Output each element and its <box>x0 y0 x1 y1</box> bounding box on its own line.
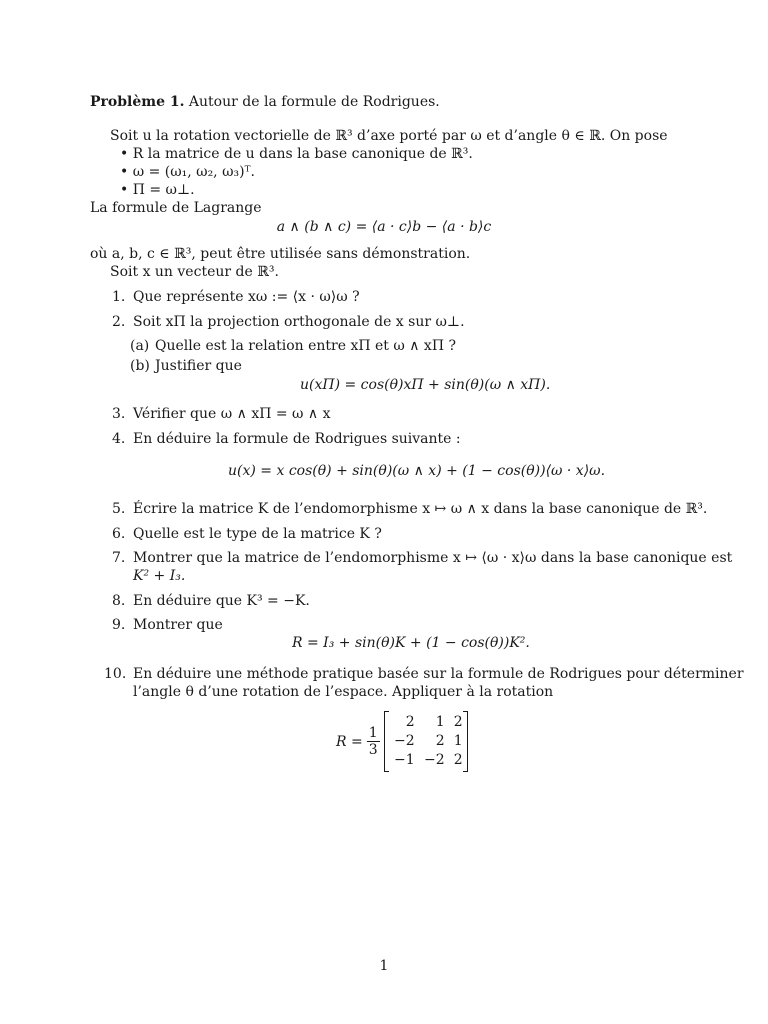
rotation-matrix <box>336 712 468 771</box>
matrix-cell: 2 <box>453 714 463 730</box>
question-text: Écrire la matrice K de l’endomorphisme x ↦ ω ∧ x dans la base canonique de ℝ³. <box>133 501 708 517</box>
question-text: Quelle est le type de la matrice K ? <box>133 526 382 542</box>
question-number: 1. <box>112 289 126 305</box>
formula-rodrigues: u(x) = x cos(θ) + sin(θ)(ω ∧ x) + (1 − cos(θ))⟨ω · x⟩ω. <box>228 463 606 479</box>
matrix-entries <box>384 712 468 771</box>
question-continuation: l’angle θ d’une rotation de l’espace. Appliquer à la rotation <box>133 684 554 700</box>
matrix-cell: 2 <box>405 714 415 730</box>
subquestion-label: (a) <box>130 338 150 354</box>
question-number: 5. <box>112 501 126 517</box>
fraction-denominator: 3 <box>368 742 378 758</box>
lagrange-note: où a, b, c ∈ ℝ³, peut être utilisée sans démonstration. <box>90 246 471 262</box>
matrix-cell: 1 <box>453 733 463 749</box>
question-text: Vérifier que ω ∧ xΠ = ω ∧ x <box>133 406 331 422</box>
lagrange-label: La formule de Lagrange <box>90 200 262 216</box>
question-number: 3. <box>112 406 126 422</box>
formula-projection: u(xΠ) = cos(θ)xΠ + sin(θ)(ω ∧ xΠ). <box>300 377 551 393</box>
question-text: En déduire que K³ = −K. <box>133 593 310 609</box>
subquestion-text: Justifier que <box>155 358 242 374</box>
bullet-item: • Π = ω⊥. <box>120 182 195 198</box>
bullet-item: • R la matrice de u dans la base canonique de ℝ³. <box>120 146 473 162</box>
question-number: 9. <box>112 617 126 633</box>
vector-line: Soit x un vecteur de ℝ³. <box>110 264 279 280</box>
lagrange-formula: a ∧ (b ∧ c) = ⟨a · c⟩b − ⟨a · b⟩c <box>276 219 492 235</box>
matrix-cell: 2 <box>435 733 445 749</box>
question-number: 8. <box>112 593 126 609</box>
subquestion-text: Quelle est la relation entre xΠ et ω ∧ xΠ ? <box>155 338 456 354</box>
question-text: Montrer que <box>133 617 223 633</box>
subquestion-label: (b) <box>130 358 150 374</box>
question-number: 2. <box>112 314 126 330</box>
question-number: 10. <box>104 666 127 682</box>
question-text: Soit xΠ la projection orthogonale de x sur ω⊥. <box>133 314 465 330</box>
problem-header <box>90 93 440 111</box>
question-text: En déduire une méthode pratique basée sur la formule de Rodrigues pour déterminer <box>133 666 744 682</box>
formula-matrix-r: R = I₃ + sin(θ)K + (1 − cos(θ))K². <box>292 635 530 651</box>
matrix-cell: −2 <box>394 733 415 749</box>
bullet-item: • ω = (ω₁, ω₂, ω₃)ᵀ. <box>120 164 255 180</box>
question-number: 6. <box>112 526 126 542</box>
question-text: En déduire la formule de Rodrigues suivante : <box>133 431 461 447</box>
question-number: 7. <box>112 550 126 566</box>
matrix-lhs: R = <box>336 733 363 750</box>
question-text: Que représente xω := ⟨x · ω⟩ω ? <box>133 289 360 305</box>
intro-line: Soit u la rotation vectorielle de ℝ³ d’axe porté par ω et d’angle θ ∈ ℝ. On pose <box>110 128 668 144</box>
matrix-cell: −1 <box>394 752 415 768</box>
question-number: 4. <box>112 431 126 447</box>
matrix-cell: 2 <box>453 752 463 768</box>
matrix-cell: 1 <box>435 714 445 730</box>
question-text: Montrer que la matrice de l’endomorphisme x ↦ ⟨ω · x⟩ω dans la base canonique est <box>133 550 733 566</box>
page-number: 1 <box>379 958 389 974</box>
matrix-scalar-fraction <box>367 725 380 758</box>
problem-title: Autour de la formule de Rodrigues. <box>188 94 440 110</box>
matrix-cell: −2 <box>424 752 445 768</box>
question-continuation: K² + I₃. <box>133 568 186 584</box>
fraction-numerator: 1 <box>368 725 378 741</box>
problem-heading: Problème 1. <box>90 94 185 110</box>
